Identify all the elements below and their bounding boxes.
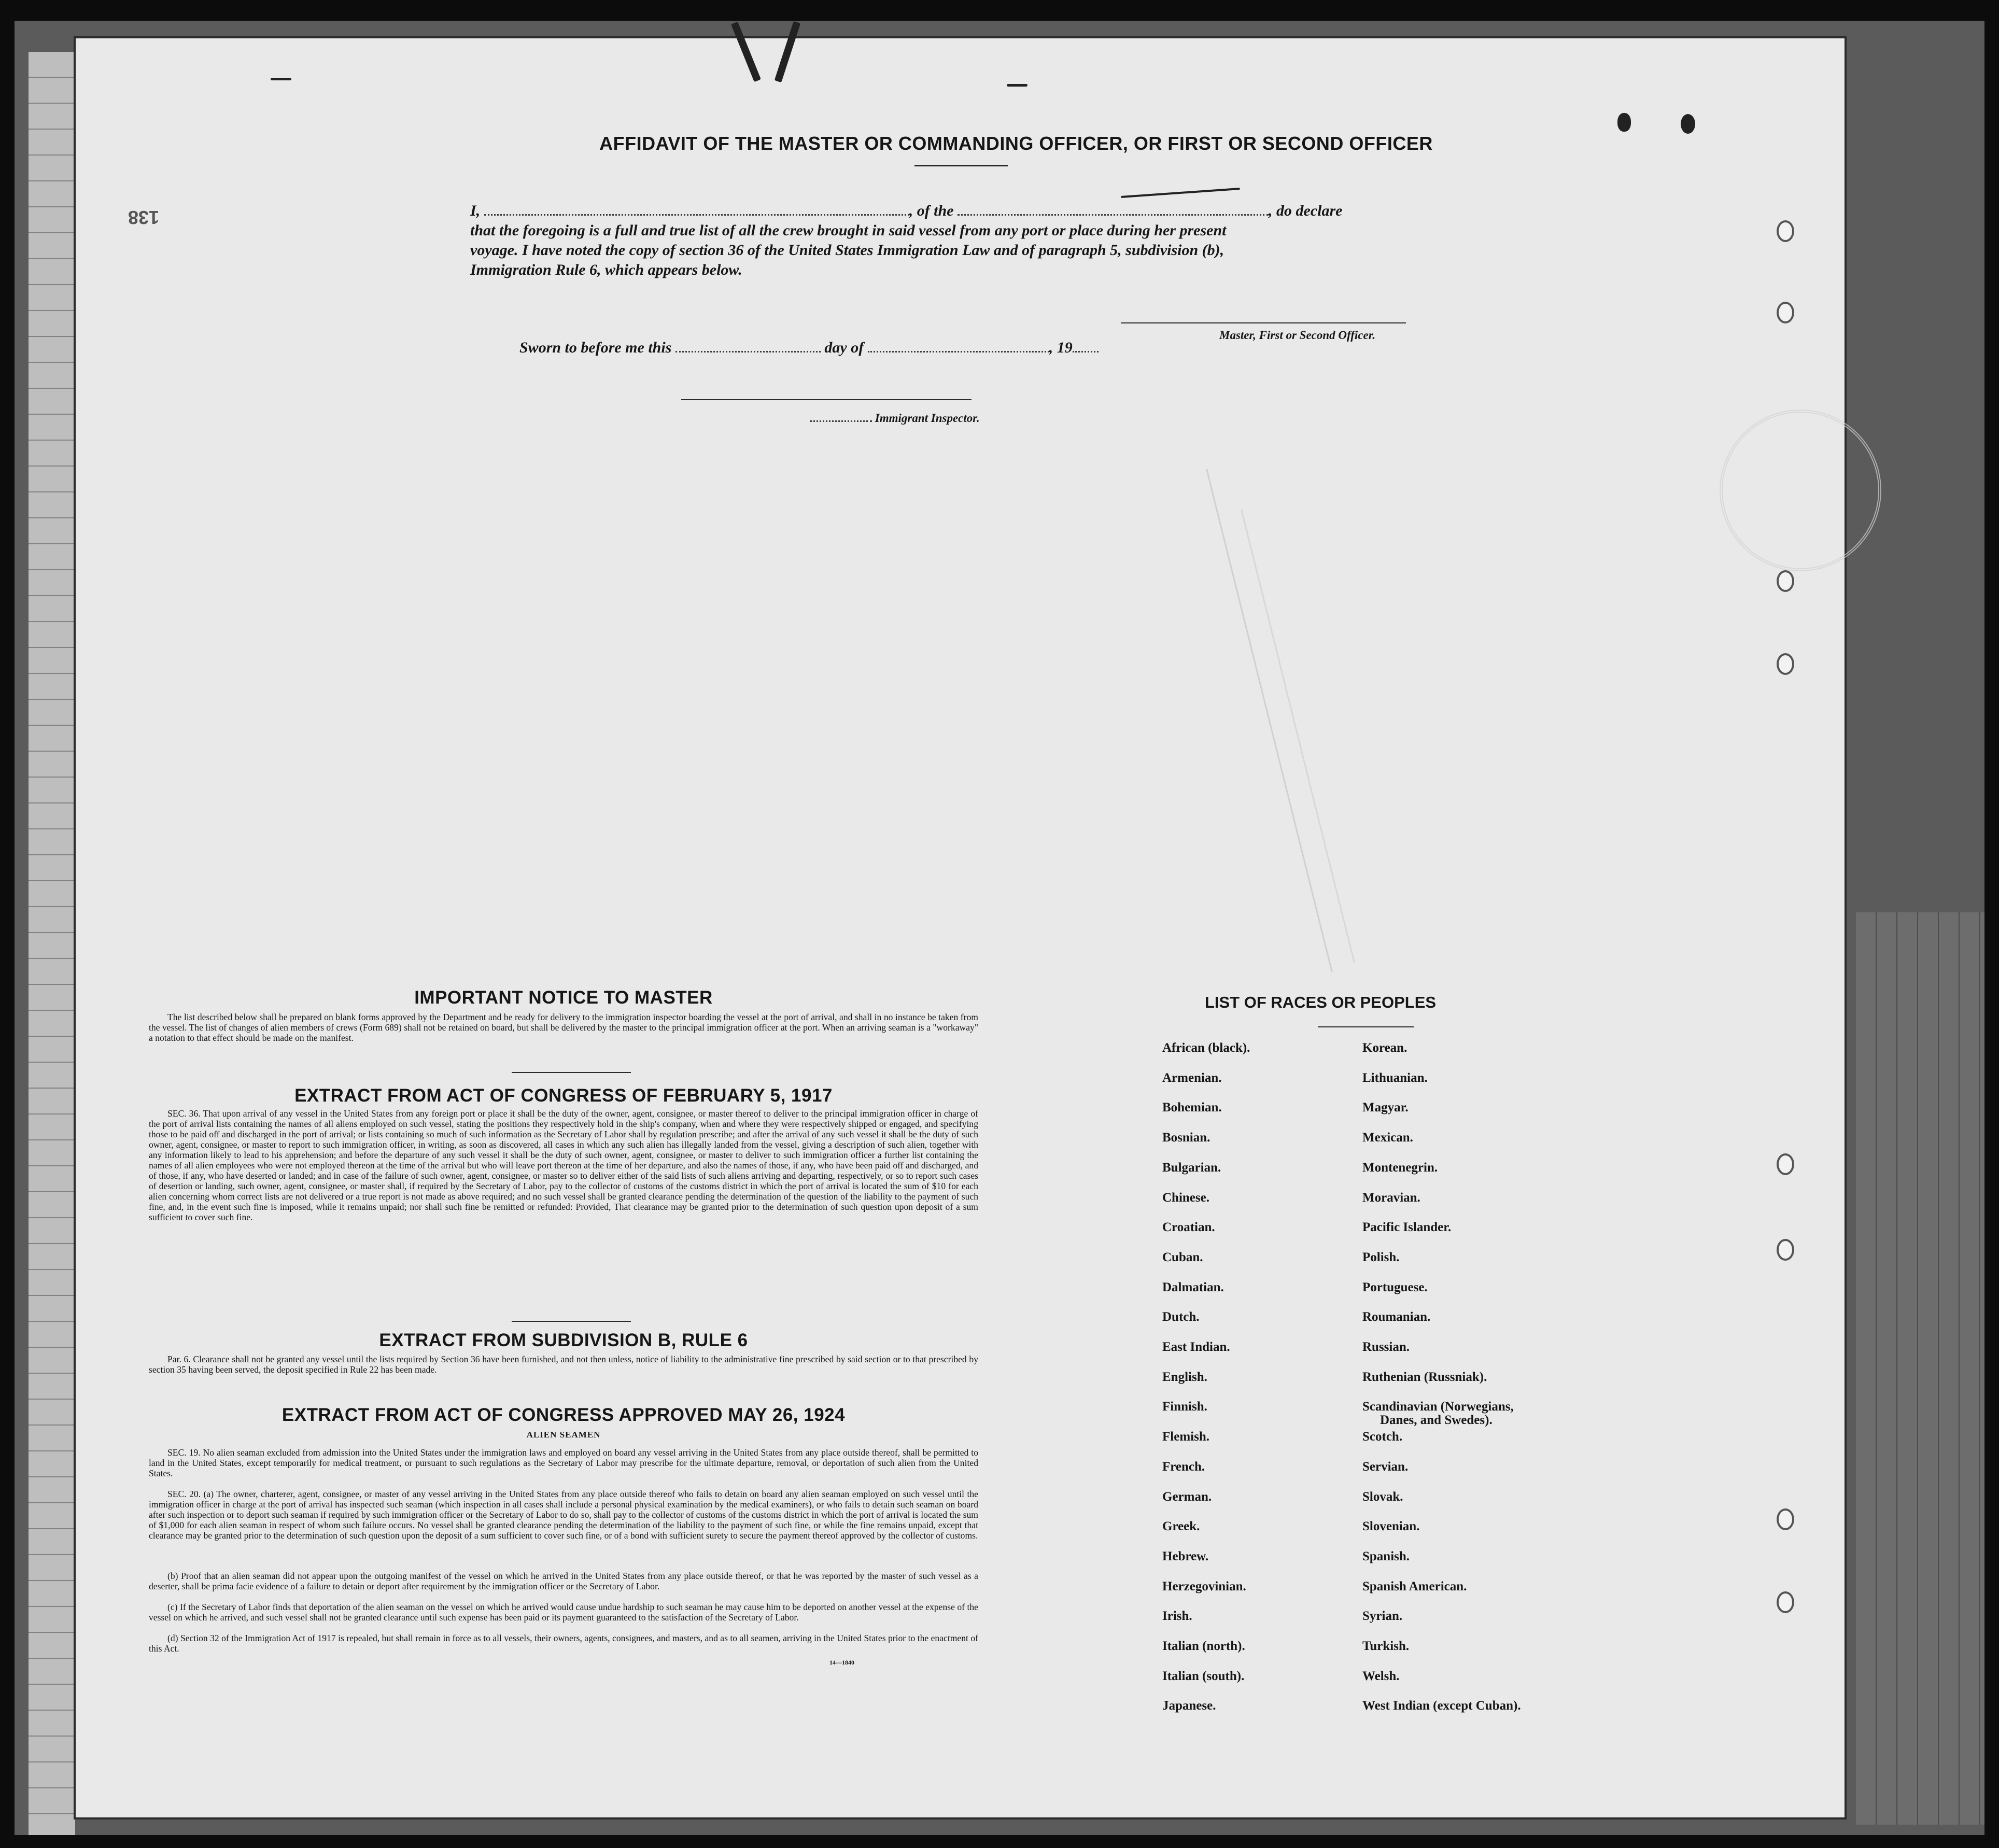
- race-entry: Herzegovinian.: [1162, 1579, 1246, 1593]
- race-entry: German.: [1162, 1489, 1212, 1504]
- race-entry: Spanish American.: [1362, 1579, 1467, 1593]
- punch-hole: [1777, 220, 1794, 242]
- race-entry: Pacific Islander.: [1362, 1220, 1452, 1235]
- race-entry: Slovenian.: [1362, 1519, 1420, 1534]
- manifest-page: [74, 36, 1847, 1819]
- sec20d-body: (d) Section 32 of the Immigration Act of 1917 is repealed, but shall remain in force as to all vessels, their owners, agents, consignees, and masters, and as to all seamen, arriving in the United States prior to the enactment of this Act.: [149, 1633, 978, 1654]
- punch-hole: [1777, 1239, 1794, 1261]
- race-entry: Scandinavian (Norwegians,: [1362, 1400, 1514, 1414]
- pen-stroke: [1121, 188, 1240, 198]
- punch-hole: [1777, 1591, 1794, 1613]
- race-entry: West Indian (except Cuban).: [1362, 1699, 1521, 1713]
- section-rule: [512, 1321, 631, 1322]
- master-signature-label: Master, First or Second Officer.: [1219, 329, 1376, 342]
- race-entry: Moravian.: [1362, 1190, 1420, 1205]
- race-entry: Greek.: [1162, 1519, 1200, 1534]
- underlying-page-edge: [29, 52, 75, 1835]
- rule6-body: Par. 6. Clearance shall not be granted any vessel until the lists required by Section 36 have been furnished, and not then unless, notice of liability to the administrative fine prescribed by said section or to that prescribed by section 35 having been served, the deposit specified in Rule 22 has been made.: [149, 1354, 978, 1375]
- race-entry: Russian.: [1362, 1340, 1410, 1354]
- alien-seamen-subtitle: ALIEN SEAMEN: [526, 1430, 601, 1440]
- punch-hole: [1777, 1153, 1794, 1175]
- race-entry: Turkish.: [1362, 1639, 1410, 1653]
- race-entry: Spanish.: [1362, 1549, 1410, 1563]
- affidavit-line-3: voyage. I have noted the copy of section 36 of the United States Immigration Law and of paragraph 5, subdivision (b),: [470, 242, 1224, 259]
- sec20c-body: (c) If the Secretary of Labor finds that deportation of the alien seaman on the vessel on which he arrived would cause undue hardship to such seaman he may cause him to be deported on another vessel at the expense of the vessel on which he arrived, and such vessel shall not be granted clearance until such expense has been paid or its payment guaranteed to the satisfaction of the Secretary of Labor.: [149, 1602, 978, 1623]
- races-title: LIST OF RACES OR PEOPLES: [1204, 993, 1437, 1011]
- punch-hole: [1777, 1508, 1794, 1530]
- of-the-label: , of the: [909, 202, 954, 219]
- race-entry: Scotch.: [1362, 1430, 1403, 1444]
- race-entry: Magyar.: [1362, 1101, 1409, 1115]
- race-entry: Danes, and Swedes).: [1380, 1413, 1493, 1428]
- ink-blot: [1681, 114, 1695, 134]
- race-entry: Chinese.: [1162, 1190, 1209, 1205]
- race-entry: Japanese.: [1162, 1699, 1216, 1713]
- notice-body: The list described below shall be prepared on blank forms approved by the Department and be ready for delivery to the immigration inspector boarding the vessel at the port of arrival, and shall in no instance be taken from the vessel. The list of changes of alien members of crews (Form 689) shall not be retained on board, but shall be delivered by the master to the principal immigration officer at the port. When an arriving seaman is a "workaway" a notation to that effect should be made on the manifest.: [149, 1012, 978, 1043]
- sworn-day-field[interactable]: [675, 351, 821, 352]
- race-entry: English.: [1162, 1370, 1207, 1384]
- affidavit-line-4: Immigration Rule 6, which appears below.: [470, 261, 742, 278]
- extract-1924-title: EXTRACT FROM ACT OF CONGRESS APPROVED MAY 26, 1924: [281, 1405, 846, 1425]
- inspector-name-field[interactable]: [810, 420, 872, 422]
- race-entry: Syrian.: [1362, 1609, 1403, 1624]
- master-signature-line[interactable]: [1121, 322, 1406, 323]
- race-entry: Irish.: [1162, 1609, 1192, 1624]
- race-entry: Bohemian.: [1162, 1101, 1222, 1115]
- extract-1917-title: EXTRACT FROM ACT OF CONGRESS OF FEBRUARY 5, 1917: [294, 1085, 833, 1106]
- race-entry: Slovak.: [1362, 1489, 1403, 1504]
- race-entry: Lithuanian.: [1362, 1070, 1428, 1085]
- affidavit-line-1: [470, 201, 1528, 221]
- punch-hole: [1777, 570, 1794, 592]
- race-entry: Ruthenian (Russniak).: [1362, 1370, 1487, 1384]
- race-entry: Italian (north).: [1162, 1639, 1245, 1653]
- races-title-rule: [1318, 1026, 1414, 1027]
- race-entry: Welsh.: [1362, 1669, 1400, 1683]
- sworn-year-field[interactable]: [1073, 351, 1099, 352]
- race-entry: Mexican.: [1362, 1131, 1413, 1145]
- sec20a-body: SEC. 20. (a) The owner, charterer, agent, consignee, or master of any vessel arriving in the United States from any place outside thereof who fails to detain on board any alien seaman employed on such vessel until the immigration officer in charge at the port of arrival has inspected such seaman (which inspection in all cases shall include a personal physical examination by the medical examiners), or who fails to detain such seaman on board after such inspection or to deport such seaman if required by such immigration officer or the Secretary of Labor to do so, shall pay to the collector of customs of the customs district in which the port of arrival is located the sum of $1,000 for each alien seaman in respect of whom such failure occurs. No vessel shall be granted clearance pending the determination of the liability to the payment of such fine, or while the fine remains unpaid, except that clearance may be granted prior to the determination of such question upon the deposit of a sum sufficient to cover such fine, or of a bond with sufficient surety to secure the payment thereof approved by the collector of customs.: [149, 1489, 978, 1541]
- race-entry: African (black).: [1162, 1041, 1250, 1055]
- race-entry: Korean.: [1362, 1041, 1407, 1055]
- punch-hole: [1777, 653, 1794, 675]
- sworn-label: Sworn to before me this: [519, 339, 672, 356]
- race-entry: Bosnian.: [1162, 1131, 1210, 1145]
- faint-stamp: [1720, 410, 1881, 571]
- ink-mark: [1007, 84, 1027, 87]
- race-entry: Bulgarian.: [1162, 1160, 1221, 1175]
- sec20b-body: (b) Proof that an alien seaman did not appear upon the outgoing manifest of the vessel on which he arrived in the United States from any place outside thereof, or that he was reported by the master of such vessel as a deserter, shall be prima facie evidence of a failure to detain or deport after requirement by the immigration officer or the Secretary of Labor.: [149, 1571, 978, 1591]
- race-entry: Servian.: [1362, 1459, 1409, 1474]
- race-entry: Dalmatian.: [1162, 1280, 1224, 1294]
- race-entry: Armenian.: [1162, 1070, 1222, 1085]
- race-entry: French.: [1162, 1459, 1205, 1474]
- vessel-field[interactable]: [958, 214, 1269, 216]
- day-of-label: day of: [824, 339, 864, 356]
- margin-number: 138: [128, 207, 160, 228]
- race-entry: Finnish.: [1162, 1400, 1207, 1414]
- race-entry: Roumanian.: [1362, 1310, 1431, 1324]
- notice-title: IMPORTANT NOTICE TO MASTER: [414, 988, 713, 1008]
- race-entry: Dutch.: [1162, 1310, 1200, 1324]
- race-entry: Flemish.: [1162, 1430, 1209, 1444]
- race-entry: Hebrew.: [1162, 1549, 1209, 1563]
- inspector-label: [810, 408, 980, 428]
- year-label: , 19: [1049, 339, 1073, 356]
- race-entry: Croatian.: [1162, 1220, 1215, 1235]
- inspector-signature-line[interactable]: [681, 399, 972, 400]
- race-entry: Portuguese.: [1362, 1280, 1428, 1294]
- form-number: 14—1840: [829, 1659, 854, 1666]
- title-rule: [914, 165, 1008, 166]
- bleed-through-mark: [1241, 510, 1355, 963]
- extract-1917-body: SEC. 36. That upon arrival of any vessel in the United States from any foreign port or place it shall be the duty of the owner, agent, consignee, or master thereof to deliver to the principal immigration officer in charge of the port of arrival lists containing the names of all aliens employed on such vessel, stating the positions they respectively hold in the ship's company, when and where they were respectively shipped or engaged, and specifying those to be paid off and discharged in the port of arrival; or lists containing so much of such information as the Secretary of Labor shall by regulation prescribe; and after the arrival of any such vessel it shall be the duty of such owner, agent, consignee, or master to report to such immigration officer, in writing, as soon as discovered, all cases in which any such alien has illegally landed from the vessel, giving a description of such alien, together with any information likely to lead to his apprehension; and before the departure of any such vessel it shall be the duty of such owner, agent, consignee, or master to deliver to such immigration officer a further list containing the names of all alien employees who were not employed thereon at the time of the arrival but who will leave port thereon at the time of her departure, and also the names of those, if any, who have been paid off and discharged, and of those, if any, who have deserted or landed; and in case of the failure of such owner, agent, consignee, or master so to deliver either of the said lists of such aliens arriving and departing, respectively, or so to report such cases of desertion or landing, such owner, agent, consignee, or master shall, if required by the Secretary of Labor, pay to the collector of customs of the customs district in which the port of arrival is located the sum of $10 for each alien concerning whom correct lists are not delivered or a true report is not made as above required; and no such vessel shall be granted clearance pending the determination of the question of the liability to the payment of such fine, and, in the event such fine is imposed, while it remains unpaid; nor shall such fine be remitted or refunded: Provided, That clearance may be granted prior to the determination of such question upon deposit of a sum sufficient to cover such fine.: [149, 1108, 978, 1222]
- rule6-title: EXTRACT FROM SUBDIVISION B, RULE 6: [379, 1330, 748, 1350]
- do-declare-label: , do declare: [1269, 202, 1343, 219]
- race-entry: East Indian.: [1162, 1340, 1230, 1354]
- race-entry: Italian (south).: [1162, 1669, 1245, 1683]
- ink-blot: [1617, 113, 1631, 132]
- name-field[interactable]: [484, 214, 909, 216]
- inspector-title: Immigrant Inspector.: [875, 412, 980, 425]
- underlying-page-edge-right: [1856, 912, 1984, 1825]
- bleed-through-mark: [1206, 469, 1333, 972]
- affidavit-title: AFFIDAVIT OF THE MASTER OR COMMANDING OFFICER, OR FIRST OR SECOND OFFICER: [599, 133, 1433, 154]
- sworn-line: [519, 338, 1245, 358]
- affidavit-line-2: that the foregoing is a full and true list of all the crew brought in said vessel from any port or place during her present: [470, 222, 1227, 239]
- punch-hole: [1777, 302, 1794, 323]
- ink-mark: [271, 78, 291, 80]
- race-entry: Cuban.: [1162, 1250, 1203, 1264]
- i-label: I,: [470, 202, 481, 219]
- sec19-body: SEC. 19. No alien seaman excluded from admission into the United States under the immigration laws and employed on board any vessel arriving in the United States from any place outside thereof, shall be permitted to land in the United States, except temporarily for medical treatment, or pursuant to such regulations as the Secretary of Labor may prescribe for the ultimate departure, removal, or deportation of such alien from the United States.: [149, 1447, 978, 1478]
- section-rule: [512, 1072, 631, 1073]
- sworn-month-field[interactable]: [868, 351, 1049, 352]
- race-entry: Polish.: [1362, 1250, 1400, 1264]
- race-entry: Montenegrin.: [1362, 1160, 1438, 1175]
